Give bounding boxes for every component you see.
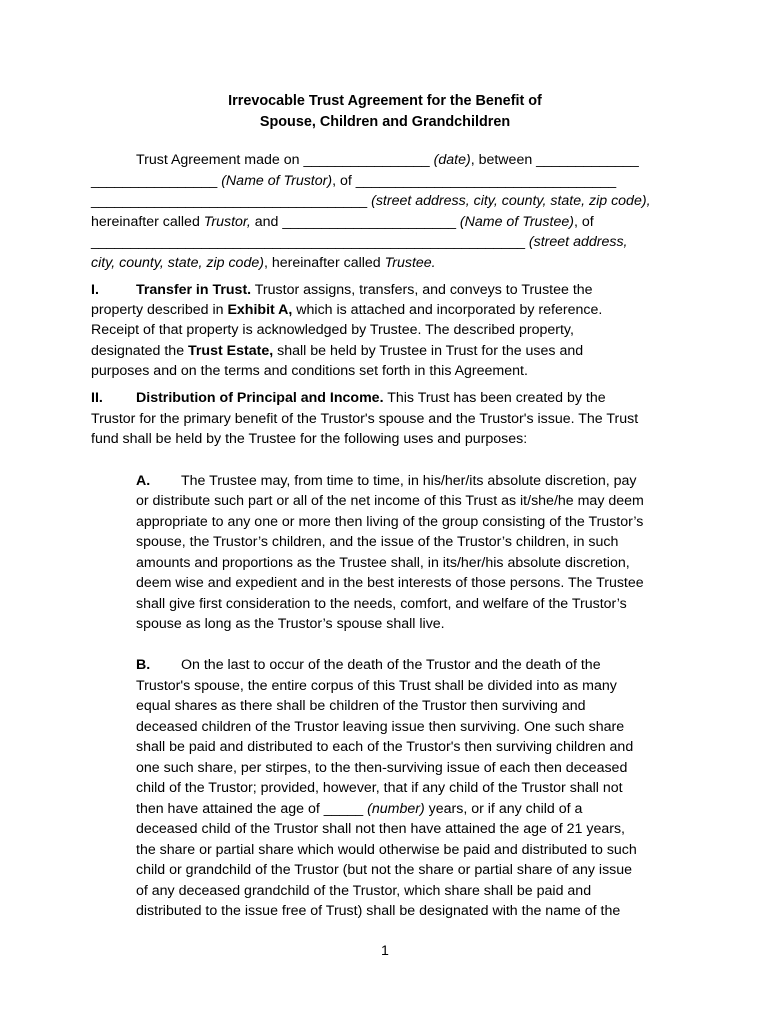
section-number: II. <box>91 390 103 406</box>
section-text: This Trust has been created by the <box>383 390 606 406</box>
section-text: which is attached and incorporated by reference. <box>292 302 603 318</box>
intro-text: _______________________________________________________ <box>91 234 529 250</box>
section-number: I. <box>91 282 99 298</box>
intro-line-3 <box>91 191 651 211</box>
para-a-line: shall give first consideration to the needs, comfort, and welfare of the Trustor’s <box>136 596 627 612</box>
section-2-line-2: Trustor for the primary benefit of the Trustor's spouse and the Trustor's issue. The Trust <box>91 411 639 427</box>
section-1-line-5: purposes and on the terms and conditions set forth in this Agreement. <box>91 363 528 379</box>
para-a-line: spouse, the Trustor’s children, and the issue of the Trustor’s children, in such <box>136 534 619 550</box>
section-heading: Transfer in Trust. <box>136 282 252 298</box>
trustee-term: Trustee. <box>384 255 436 271</box>
intro-text: ________________ <box>91 173 222 189</box>
intro-line-4 <box>91 212 594 232</box>
trustor-address-label: (street address, city, county, state, zip code), <box>371 193 651 209</box>
age-number-label: (number) <box>367 801 425 817</box>
intro-text: and ______________________ <box>250 214 460 230</box>
section-1-line-1 <box>91 280 593 300</box>
para-b-line: the share or partial share which would otherwise be paid and distributed to such <box>136 842 637 858</box>
intro-text: Trust Agreement made on ________________ <box>136 152 434 168</box>
para-b-line: deceased child of the Trustor shall not then have attained the age of 21 years, <box>136 821 626 837</box>
intro-line-1 <box>136 150 639 170</box>
trustee-address-label: (street address, <box>528 234 628 250</box>
paragraph-text: The Trustee may, from time to time, in his/her/its absolute discretion, pay <box>181 473 637 489</box>
trustee-name-label: (Name of Trustee) <box>459 214 574 230</box>
para-a-line: spouse as long as the Trustor’s spouse shall live. <box>136 616 445 632</box>
trustor-term: Trustor, <box>203 214 251 230</box>
paragraph-text: years, or if any child of a <box>424 801 583 817</box>
para-b-line: shall be paid and distributed to each of the Trustor's then surviving children and <box>136 739 634 755</box>
section-text: Trustor assigns, transfers, and conveys to Trustee the <box>251 282 593 298</box>
page-number: 1 <box>381 943 389 959</box>
para-a-line: amounts and proportions as the Trustee shall, in its/her/his absolute discretion, <box>136 555 630 571</box>
section-1-line-2 <box>91 300 602 320</box>
trust-estate-term: Trust Estate, <box>188 343 274 359</box>
paragraph-text: then have attained the age of _____ <box>136 801 368 817</box>
para-b-line: Trustor's spouse, the entire corpus of this Trust shall be divided into as many <box>136 678 617 694</box>
intro-line-2 <box>91 171 616 191</box>
intro-text: , between _____________ <box>470 152 639 168</box>
para-b-line: child or grandchild of the Trustor (but not the share or partial share of any issue <box>136 862 633 878</box>
document-title-line-2: Spouse, Children and Grandchildren <box>259 114 511 130</box>
intro-line-5 <box>91 232 628 252</box>
para-b-line: distributed to the issue free of Trust) shall be designated with the name of the <box>136 903 621 919</box>
para-b-line-8 <box>136 799 582 819</box>
section-text: property described in <box>91 302 228 318</box>
paragraph-label: B. <box>136 657 151 673</box>
section-text: shall be held by Trustee in Trust for the uses and <box>273 343 584 359</box>
para-a-line-1 <box>136 471 637 491</box>
para-b-line-1 <box>136 655 601 675</box>
section-1-line-4 <box>91 341 583 361</box>
paragraph-label: A. <box>136 473 151 489</box>
intro-text: , of _________________________________ <box>332 173 617 189</box>
para-b-line: one such share, per stirpes, to the then-surviving issue of each then deceased <box>136 760 628 776</box>
para-b-line: of any deceased grandchild of the Trustor, which share shall be paid and <box>136 883 592 899</box>
date-blank-label: (date) <box>433 152 471 168</box>
para-a-line: appropriate to any one or more then living of the group consisting of the Trustor’s <box>136 514 644 530</box>
intro-text: ___________________________________ <box>91 193 372 209</box>
trustor-name-label: (Name of Trustor) <box>221 173 333 189</box>
para-a-line: or distribute such part or all of the net income of this Trust as it/she/he may deem <box>136 493 644 509</box>
section-2-line-3: fund shall be held by the Trustee for the following uses and purposes: <box>91 431 528 447</box>
section-1-line-3: Receipt of that property is acknowledged by Trustee. The described property, <box>91 322 574 338</box>
section-text: designated the <box>91 343 189 359</box>
intro-line-6 <box>91 253 436 273</box>
trustee-address-label: city, county, state, zip code) <box>91 255 264 271</box>
paragraph-text: On the last to occur of the death of the Trustor and the death of the <box>181 657 601 673</box>
section-heading: Distribution of Principal and Income. <box>136 390 384 406</box>
para-b-line: child of the Trustor; provided, however, that if any child of the Trustor shall not <box>136 780 623 796</box>
intro-text: , of <box>573 214 594 230</box>
intro-text: hereinafter called <box>91 214 204 230</box>
para-b-line: deceased children of the Trustor leaving issue then surviving. One such share <box>136 719 625 735</box>
intro-text: , hereinafter called <box>263 255 385 271</box>
exhibit-reference: Exhibit A, <box>227 302 293 318</box>
document-title-line-1: Irrevocable Trust Agreement for the Benefit of <box>228 93 542 109</box>
section-2-line-1 <box>91 388 606 408</box>
para-a-line: deem wise and expedient and in the best interests of those persons. The Trustee <box>136 575 644 591</box>
para-b-line: equal shares as there shall be children of the Trustor then surviving and <box>136 698 586 714</box>
